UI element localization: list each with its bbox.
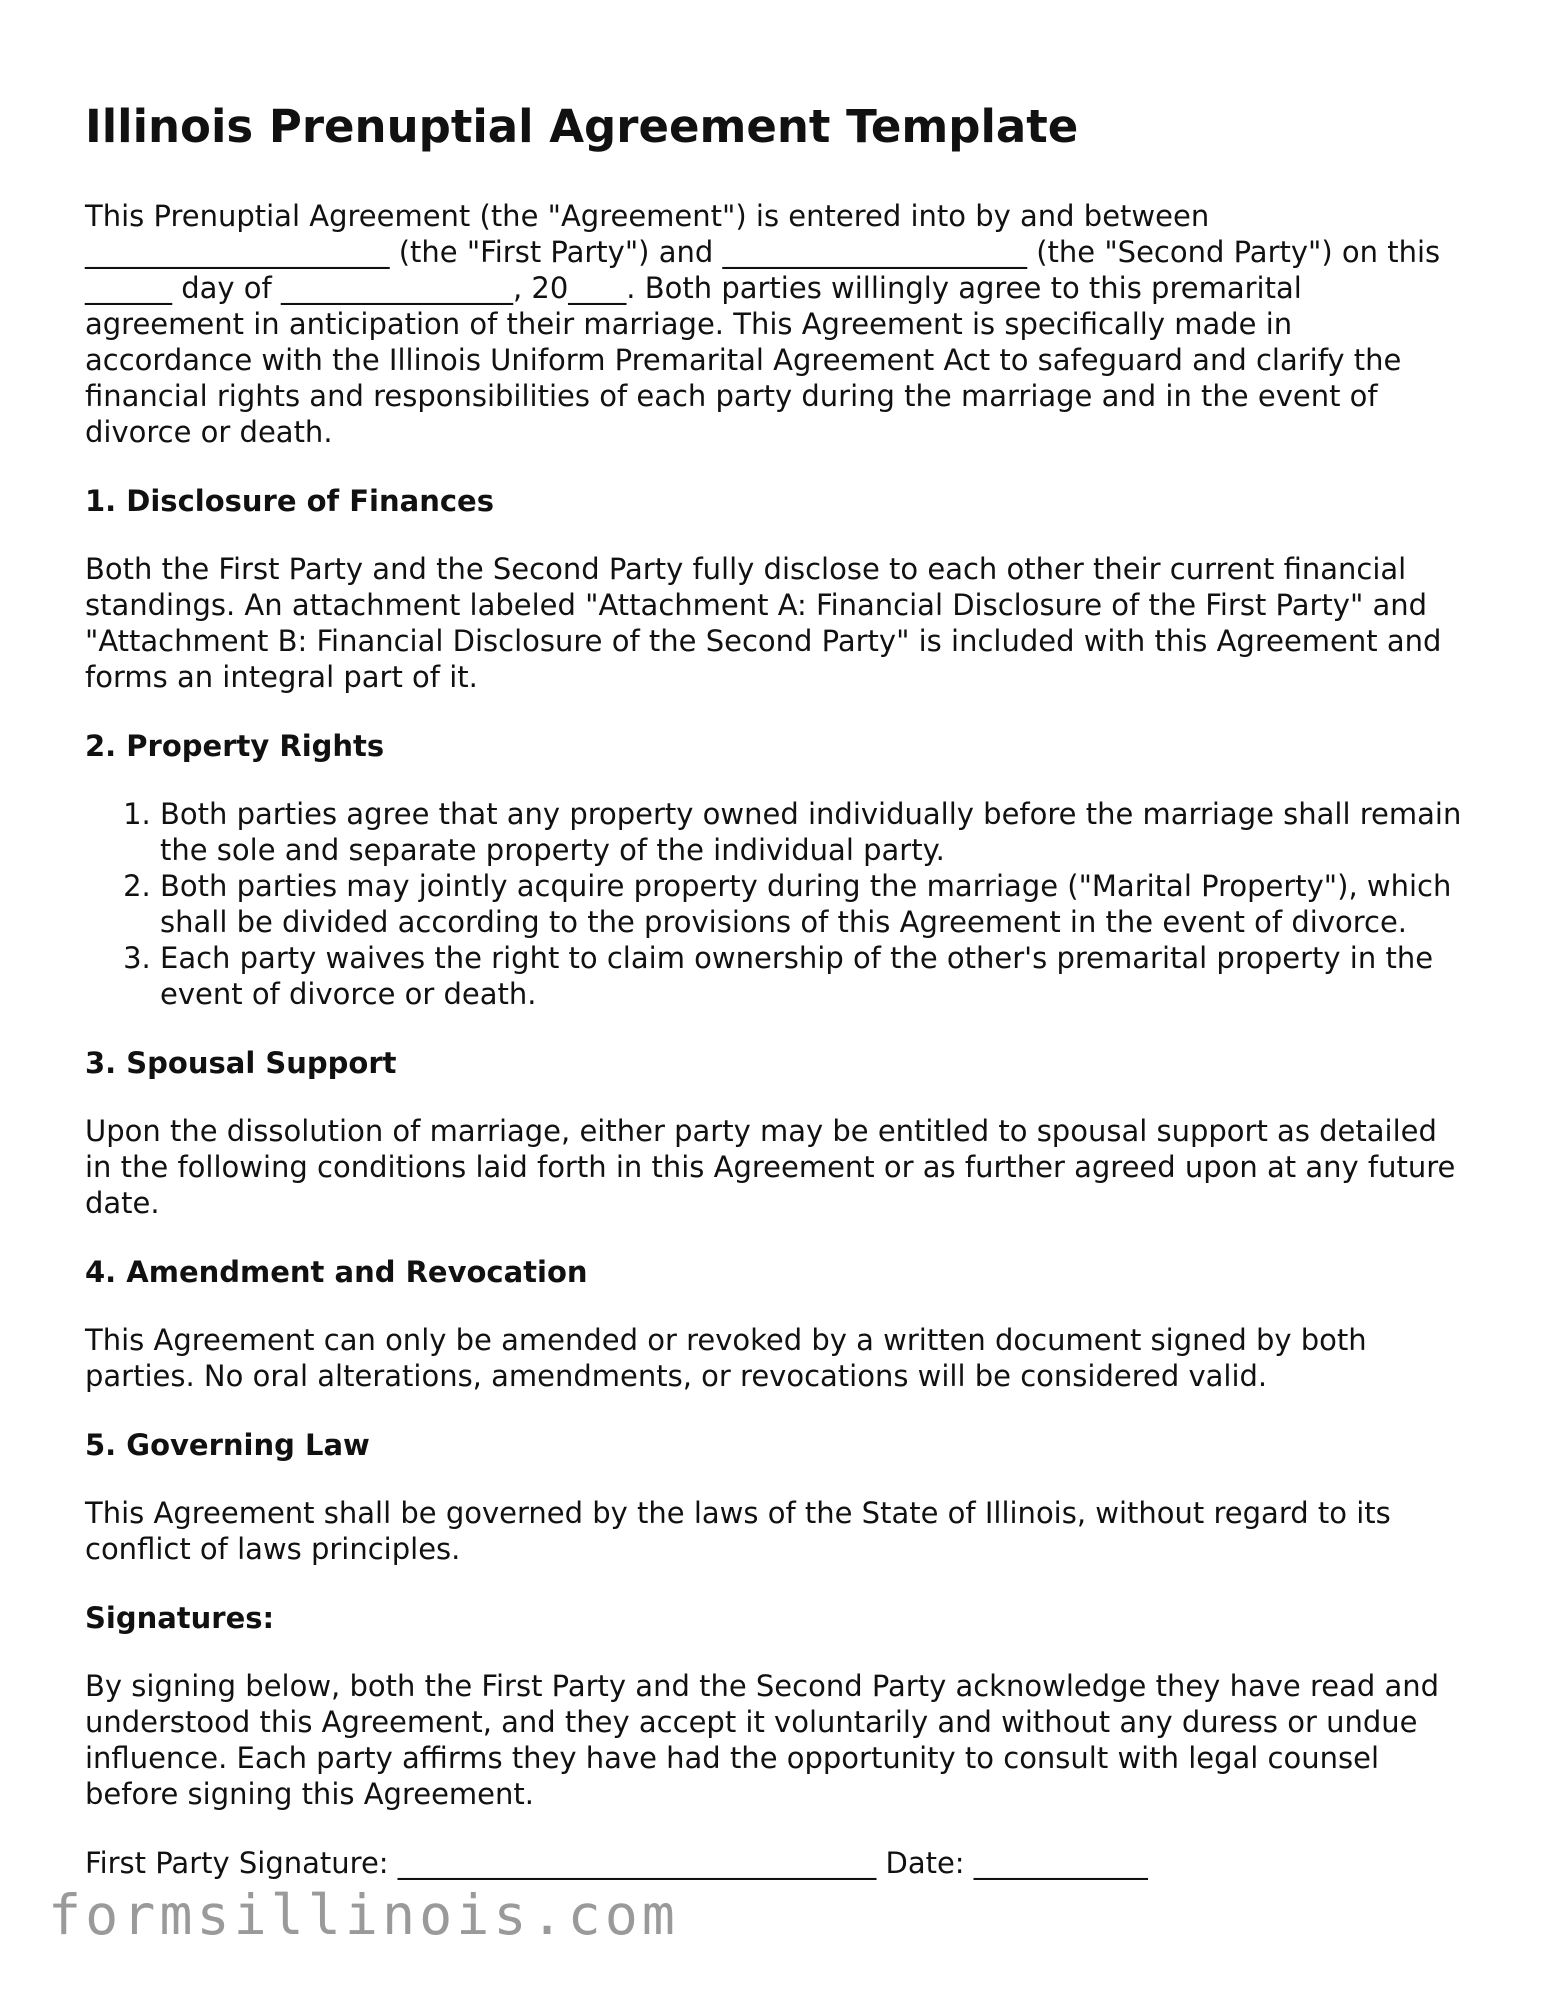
document-page bbox=[85, 100, 1465, 1881]
document-title: Illinois Prenuptial Agreement Template bbox=[85, 100, 1079, 153]
list-item: 1. Both parties agree that any property owned individually before the marriage shall remain the sole and separate property of the individual party. bbox=[160, 796, 1465, 868]
section-heading-amendment: 4. Amendment and Revocation bbox=[85, 1255, 588, 1289]
section-body-governing-law: This Agreement shall be governed by the laws of the State of Illinois, without regard to its conflict of laws principles. bbox=[85, 1496, 1391, 1566]
signatures-body: By signing below, both the First Party and the Second Party acknowledge they have read and understood this Agreement, and they accept it voluntarily and without any duress or undue influence. Each party affirms they have had the opportunity to consult with legal counsel before signing this Agreement. bbox=[85, 1669, 1440, 1811]
section-heading-spousal-support: 3. Spousal Support bbox=[85, 1046, 397, 1080]
watermark: formsillinois.com bbox=[48, 1883, 679, 1947]
section-heading-property-rights: 2. Property Rights bbox=[85, 729, 385, 763]
signatures-heading: Signatures: bbox=[85, 1601, 275, 1635]
property-rights-list bbox=[85, 796, 1465, 1012]
section-heading-disclosure: 1. Disclosure of Finances bbox=[85, 484, 494, 518]
list-item: 3. Each party waives the right to claim ownership of the other's premarital property in the event of divorce or death. bbox=[160, 940, 1465, 1012]
section-heading-governing-law: 5. Governing Law bbox=[85, 1428, 370, 1462]
section-body-amendment: This Agreement can only be amended or revoked by a written document signed by both parties. No oral alterations, amendments, or revocations will be considered valid. bbox=[85, 1323, 1367, 1393]
section-body-spousal-support: Upon the dissolution of marriage, either party may be entitled to spousal support as detailed in the following conditions laid forth in this Agreement or as further agreed upon at any future date. bbox=[85, 1114, 1456, 1220]
first-party-signature-line: First Party Signature: _________________________________ Date: ____________ bbox=[85, 1846, 1148, 1880]
intro-paragraph: This Prenuptial Agreement (the "Agreement") is entered into by and between _____________________ (the "First Party") and _____________________ (the "Second Party") on this ______ day of ________________, 20____. Both parties willingly agree to this premarital agreement in anticipation of their marriage. This Agreement is specifically made in accordance with the Illinois Uniform Premarital Agreement Act to safeguard and clarify the financial rights and responsibilities of each party during the marriage and in the event of divorce or death. bbox=[85, 199, 1441, 449]
section-body-disclosure: Both the First Party and the Second Party fully disclose to each other their current financial standings. An attachment labeled "Attachment A: Financial Disclosure of the First Party" and "Attachment B: Financial Disclosure of the Second Party" is included with this Agreement and forms an integral part of it. bbox=[85, 552, 1442, 694]
list-item: 2. Both parties may jointly acquire property during the marriage ("Marital Property"), which shall be divided according to the provisions of this Agreement in the event of divorce. bbox=[160, 868, 1465, 940]
